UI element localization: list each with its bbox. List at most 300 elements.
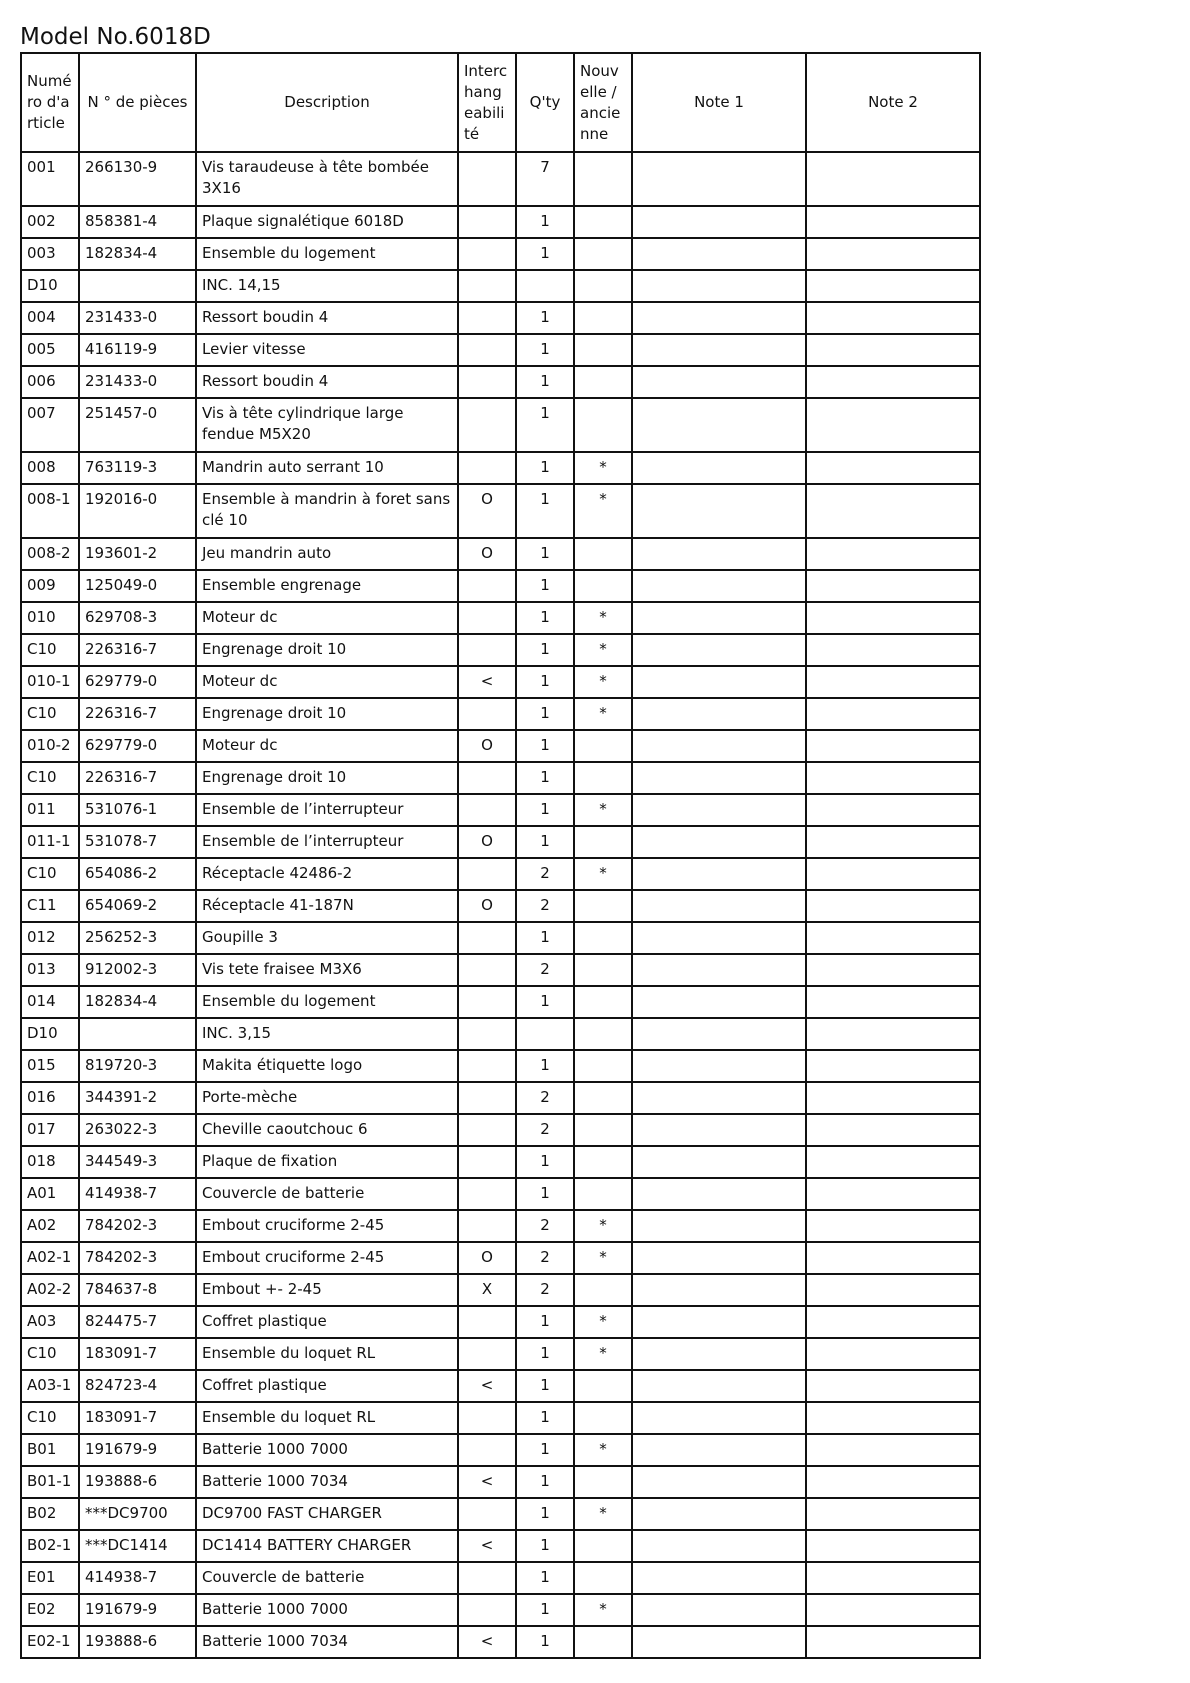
cell-note-2 [806, 1274, 980, 1306]
table-row [21, 270, 980, 302]
cell-interchangeability [458, 398, 516, 452]
cell-quantity [516, 1018, 574, 1050]
cell-note-2 [806, 1146, 980, 1178]
cell-new-old [574, 1082, 632, 1114]
cell-note-2 [806, 1434, 980, 1466]
table-row [21, 1082, 980, 1114]
cell-description: DC1414 BATTERY CHARGER [196, 1530, 458, 1562]
table-row [21, 570, 980, 602]
cell-part-number: 226316-7 [79, 634, 196, 666]
cell-part-number: 654086-2 [79, 858, 196, 890]
cell-part-number [79, 1018, 196, 1050]
table-row [21, 602, 980, 634]
table-row [21, 858, 980, 890]
cell-item-number: 010 [21, 602, 79, 634]
cell-note-2 [806, 890, 980, 922]
cell-new-old [574, 730, 632, 762]
cell-note-2 [806, 954, 980, 986]
cell-new-old [574, 570, 632, 602]
cell-note-1 [632, 270, 806, 302]
cell-interchangeability [458, 334, 516, 366]
cell-quantity: 1 [516, 1466, 574, 1498]
cell-description: Ensemble du logement [196, 238, 458, 270]
cell-note-2 [806, 1242, 980, 1274]
cell-note-1 [632, 538, 806, 570]
cell-description: Vis taraudeuse à tête bombée 3X16 [196, 152, 458, 206]
cell-note-1 [632, 1178, 806, 1210]
cell-note-2 [806, 602, 980, 634]
cell-note-1 [632, 1274, 806, 1306]
cell-new-old [574, 302, 632, 334]
cell-part-number: 226316-7 [79, 698, 196, 730]
cell-interchangeability [458, 366, 516, 398]
table-row [21, 954, 980, 986]
cell-item-number: B01 [21, 1434, 79, 1466]
cell-note-1 [632, 1242, 806, 1274]
cell-new-old: * [574, 1338, 632, 1370]
cell-part-number: 344391-2 [79, 1082, 196, 1114]
cell-quantity: 7 [516, 152, 574, 206]
table-row [21, 334, 980, 366]
cell-item-number: 011-1 [21, 826, 79, 858]
table-row [21, 986, 980, 1018]
cell-interchangeability [458, 1402, 516, 1434]
table-row [21, 1274, 980, 1306]
cell-description: Ensemble de l’interrupteur [196, 794, 458, 826]
cell-item-number: E02-1 [21, 1626, 79, 1658]
cell-item-number: 014 [21, 986, 79, 1018]
cell-new-old [574, 538, 632, 570]
cell-new-old [574, 152, 632, 206]
cell-part-number: 183091-7 [79, 1402, 196, 1434]
cell-note-2 [806, 634, 980, 666]
cell-part-number: 414938-7 [79, 1178, 196, 1210]
cell-note-1 [632, 794, 806, 826]
cell-new-old: * [574, 1498, 632, 1530]
cell-part-number: 531078-7 [79, 826, 196, 858]
cell-description: Embout cruciforme 2-45 [196, 1210, 458, 1242]
cell-interchangeability [458, 1146, 516, 1178]
cell-new-old [574, 366, 632, 398]
cell-note-1 [632, 366, 806, 398]
cell-part-number: 226316-7 [79, 762, 196, 794]
cell-note-2 [806, 1050, 980, 1082]
cell-quantity: 1 [516, 986, 574, 1018]
cell-part-number: 784637-8 [79, 1274, 196, 1306]
cell-item-number: C10 [21, 1402, 79, 1434]
cell-interchangeability: O [458, 484, 516, 538]
cell-interchangeability: < [458, 666, 516, 698]
cell-quantity: 1 [516, 366, 574, 398]
cell-interchangeability [458, 302, 516, 334]
cell-part-number: 182834-4 [79, 986, 196, 1018]
cell-note-2 [806, 152, 980, 206]
cell-description: Levier vitesse [196, 334, 458, 366]
cell-new-old: * [574, 794, 632, 826]
cell-item-number: 008-1 [21, 484, 79, 538]
cell-quantity: 2 [516, 1082, 574, 1114]
cell-new-old [574, 922, 632, 954]
table-row [21, 398, 980, 452]
cell-item-number: A03 [21, 1306, 79, 1338]
cell-quantity: 1 [516, 1402, 574, 1434]
cell-part-number: 629708-3 [79, 602, 196, 634]
cell-interchangeability [458, 986, 516, 1018]
header-note-2: Note 2 [806, 53, 980, 152]
cell-note-1 [632, 1210, 806, 1242]
cell-new-old: * [574, 698, 632, 730]
cell-quantity: 1 [516, 1178, 574, 1210]
cell-description: INC. 3,15 [196, 1018, 458, 1050]
cell-part-number: 191679-9 [79, 1434, 196, 1466]
cell-quantity: 2 [516, 858, 574, 890]
cell-part-number: 629779-0 [79, 666, 196, 698]
cell-new-old [574, 890, 632, 922]
cell-note-1 [632, 1626, 806, 1658]
cell-item-number: E01 [21, 1562, 79, 1594]
cell-item-number: 004 [21, 302, 79, 334]
cell-quantity: 2 [516, 954, 574, 986]
cell-description: Moteur dc [196, 666, 458, 698]
cell-note-1 [632, 1082, 806, 1114]
cell-part-number: 414938-7 [79, 1562, 196, 1594]
cell-item-number: 015 [21, 1050, 79, 1082]
cell-note-1 [632, 602, 806, 634]
cell-quantity: 1 [516, 1146, 574, 1178]
cell-description: Jeu mandrin auto [196, 538, 458, 570]
cell-note-1 [632, 206, 806, 238]
cell-new-old [574, 1562, 632, 1594]
cell-note-2 [806, 270, 980, 302]
cell-part-number: 183091-7 [79, 1338, 196, 1370]
cell-description: DC9700 FAST CHARGER [196, 1498, 458, 1530]
cell-interchangeability [458, 238, 516, 270]
cell-description: Porte-mèche [196, 1082, 458, 1114]
cell-new-old [574, 1370, 632, 1402]
cell-description: Ensemble du loquet RL [196, 1402, 458, 1434]
cell-description: Ressort boudin 4 [196, 366, 458, 398]
cell-interchangeability [458, 954, 516, 986]
cell-quantity: 1 [516, 1626, 574, 1658]
cell-part-number: 416119-9 [79, 334, 196, 366]
cell-note-1 [632, 858, 806, 890]
cell-note-2 [806, 1338, 980, 1370]
cell-quantity: 2 [516, 1274, 574, 1306]
cell-note-2 [806, 762, 980, 794]
cell-interchangeability [458, 762, 516, 794]
cell-interchangeability [458, 152, 516, 206]
cell-quantity: 1 [516, 1562, 574, 1594]
cell-item-number: 017 [21, 1114, 79, 1146]
header-quantity: Q'ty [516, 53, 574, 152]
cell-item-number: 018 [21, 1146, 79, 1178]
cell-item-number: C10 [21, 858, 79, 890]
cell-note-1 [632, 152, 806, 206]
cell-interchangeability: O [458, 1242, 516, 1274]
cell-quantity: 2 [516, 1210, 574, 1242]
header-interchangeability: Interchangeabilité [458, 53, 516, 152]
cell-note-1 [632, 1114, 806, 1146]
cell-item-number: 008 [21, 452, 79, 484]
cell-description: Mandrin auto serrant 10 [196, 452, 458, 484]
cell-item-number: 001 [21, 152, 79, 206]
cell-item-number: 016 [21, 1082, 79, 1114]
cell-item-number: E02 [21, 1594, 79, 1626]
cell-description: Ensemble du loquet RL [196, 1338, 458, 1370]
cell-note-1 [632, 1018, 806, 1050]
cell-note-2 [806, 698, 980, 730]
cell-note-2 [806, 1466, 980, 1498]
cell-description: Batterie 1000 7034 [196, 1466, 458, 1498]
cell-description: Embout cruciforme 2-45 [196, 1242, 458, 1274]
cell-interchangeability [458, 1594, 516, 1626]
cell-new-old [574, 1530, 632, 1562]
cell-item-number: A03-1 [21, 1370, 79, 1402]
cell-new-old [574, 1178, 632, 1210]
cell-interchangeability [458, 452, 516, 484]
table-row [21, 1338, 980, 1370]
table-row [21, 1626, 980, 1658]
cell-note-1 [632, 890, 806, 922]
cell-note-2 [806, 1626, 980, 1658]
cell-part-number: 191679-9 [79, 1594, 196, 1626]
table-row [21, 1242, 980, 1274]
cell-interchangeability [458, 794, 516, 826]
cell-new-old: * [574, 1434, 632, 1466]
cell-description: Batterie 1000 7034 [196, 1626, 458, 1658]
cell-note-1 [632, 762, 806, 794]
page-title: Model No.6018D [20, 24, 211, 50]
cell-description: Moteur dc [196, 730, 458, 762]
cell-interchangeability [458, 698, 516, 730]
cell-item-number: B02-1 [21, 1530, 79, 1562]
cell-note-1 [632, 986, 806, 1018]
cell-new-old [574, 1626, 632, 1658]
cell-note-2 [806, 666, 980, 698]
table-row [21, 762, 980, 794]
cell-note-1 [632, 1594, 806, 1626]
cell-note-2 [806, 1370, 980, 1402]
cell-description: Couvercle de batterie [196, 1178, 458, 1210]
cell-note-2 [806, 484, 980, 538]
cell-item-number: 013 [21, 954, 79, 986]
cell-description: Coffret plastique [196, 1306, 458, 1338]
table-row [21, 1114, 980, 1146]
cell-part-number: 266130-9 [79, 152, 196, 206]
cell-part-number: 344549-3 [79, 1146, 196, 1178]
cell-quantity: 1 [516, 484, 574, 538]
cell-note-2 [806, 858, 980, 890]
cell-part-number: 784202-3 [79, 1210, 196, 1242]
table-row [21, 484, 980, 538]
cell-note-2 [806, 826, 980, 858]
cell-note-2 [806, 398, 980, 452]
cell-part-number: 251457-0 [79, 398, 196, 452]
cell-description: Ensemble du logement [196, 986, 458, 1018]
cell-part-number: 193888-6 [79, 1466, 196, 1498]
cell-part-number: 912002-3 [79, 954, 196, 986]
cell-note-2 [806, 1210, 980, 1242]
cell-description: Engrenage droit 10 [196, 634, 458, 666]
cell-interchangeability [458, 1306, 516, 1338]
cell-new-old: * [574, 484, 632, 538]
cell-part-number: 629779-0 [79, 730, 196, 762]
cell-part-number: 125049-0 [79, 570, 196, 602]
cell-interchangeability [458, 1114, 516, 1146]
cell-interchangeability [458, 602, 516, 634]
cell-item-number: D10 [21, 270, 79, 302]
cell-new-old [574, 238, 632, 270]
cell-new-old [574, 1114, 632, 1146]
cell-quantity: 2 [516, 1242, 574, 1274]
cell-part-number: 819720-3 [79, 1050, 196, 1082]
cell-note-1 [632, 1402, 806, 1434]
table-row [21, 794, 980, 826]
cell-description: INC. 14,15 [196, 270, 458, 302]
cell-quantity: 1 [516, 1434, 574, 1466]
cell-quantity: 1 [516, 1338, 574, 1370]
cell-interchangeability [458, 1434, 516, 1466]
header-note-1: Note 1 [632, 53, 806, 152]
cell-description: Couvercle de batterie [196, 1562, 458, 1594]
cell-interchangeability: < [458, 1466, 516, 1498]
cell-new-old [574, 206, 632, 238]
cell-part-number: 531076-1 [79, 794, 196, 826]
cell-interchangeability [458, 1082, 516, 1114]
cell-note-1 [632, 1338, 806, 1370]
cell-note-2 [806, 452, 980, 484]
cell-description: Ensemble à mandrin à foret sans clé 10 [196, 484, 458, 538]
cell-interchangeability [458, 1050, 516, 1082]
cell-quantity: 1 [516, 1306, 574, 1338]
cell-note-2 [806, 302, 980, 334]
cell-item-number: B02 [21, 1498, 79, 1530]
table-row [21, 1146, 980, 1178]
cell-quantity: 1 [516, 1498, 574, 1530]
cell-item-number: 002 [21, 206, 79, 238]
cell-quantity: 2 [516, 890, 574, 922]
cell-note-2 [806, 922, 980, 954]
cell-note-2 [806, 1082, 980, 1114]
table-row [21, 1306, 980, 1338]
cell-new-old: * [574, 452, 632, 484]
cell-quantity [516, 270, 574, 302]
cell-note-1 [632, 1306, 806, 1338]
cell-note-1 [632, 730, 806, 762]
cell-description: Vis tete fraisee M3X6 [196, 954, 458, 986]
cell-description: Réceptacle 42486-2 [196, 858, 458, 890]
cell-description: Plaque signalétique 6018D [196, 206, 458, 238]
cell-part-number: ***DC9700 [79, 1498, 196, 1530]
cell-interchangeability [458, 206, 516, 238]
cell-note-2 [806, 1306, 980, 1338]
cell-part-number: 192016-0 [79, 484, 196, 538]
cell-quantity: 1 [516, 570, 574, 602]
table-row [21, 1594, 980, 1626]
cell-interchangeability: < [458, 1370, 516, 1402]
cell-description: Batterie 1000 7000 [196, 1594, 458, 1626]
cell-new-old [574, 398, 632, 452]
cell-note-2 [806, 1402, 980, 1434]
cell-quantity: 1 [516, 698, 574, 730]
cell-item-number: C10 [21, 762, 79, 794]
cell-quantity: 2 [516, 1114, 574, 1146]
table-row [21, 1498, 980, 1530]
cell-note-2 [806, 794, 980, 826]
cell-note-1 [632, 922, 806, 954]
cell-new-old: * [574, 1306, 632, 1338]
cell-part-number [79, 270, 196, 302]
cell-note-2 [806, 1594, 980, 1626]
cell-quantity: 1 [516, 206, 574, 238]
cell-item-number: 008-2 [21, 538, 79, 570]
table-row [21, 698, 980, 730]
cell-note-2 [806, 538, 980, 570]
cell-quantity: 1 [516, 762, 574, 794]
cell-note-1 [632, 1146, 806, 1178]
cell-quantity: 1 [516, 826, 574, 858]
cell-note-2 [806, 570, 980, 602]
cell-item-number: 009 [21, 570, 79, 602]
cell-note-1 [632, 238, 806, 270]
cell-interchangeability: O [458, 730, 516, 762]
cell-interchangeability [458, 922, 516, 954]
cell-interchangeability [458, 1498, 516, 1530]
cell-interchangeability: < [458, 1626, 516, 1658]
cell-new-old [574, 762, 632, 794]
cell-description: Engrenage droit 10 [196, 762, 458, 794]
cell-note-2 [806, 238, 980, 270]
cell-interchangeability [458, 270, 516, 302]
cell-note-2 [806, 1530, 980, 1562]
cell-note-2 [806, 1498, 980, 1530]
header-item-number: Numéro d'article [21, 53, 79, 152]
cell-description: Ressort boudin 4 [196, 302, 458, 334]
table-row [21, 1402, 980, 1434]
cell-note-1 [632, 666, 806, 698]
table-row [21, 452, 980, 484]
table-row [21, 826, 980, 858]
table-body [21, 152, 980, 1658]
header-new-old: Nouvelle / ancienne [574, 53, 632, 152]
table-row [21, 366, 980, 398]
cell-note-2 [806, 1178, 980, 1210]
cell-description: Réceptacle 41-187N [196, 890, 458, 922]
cell-quantity: 1 [516, 1530, 574, 1562]
cell-note-2 [806, 366, 980, 398]
cell-new-old: * [574, 666, 632, 698]
cell-description: Plaque de fixation [196, 1146, 458, 1178]
cell-note-1 [632, 302, 806, 334]
cell-note-1 [632, 1050, 806, 1082]
cell-note-2 [806, 334, 980, 366]
cell-part-number: 763119-3 [79, 452, 196, 484]
cell-item-number: A02-1 [21, 1242, 79, 1274]
cell-interchangeability [458, 858, 516, 890]
cell-quantity: 1 [516, 538, 574, 570]
cell-item-number: 010-1 [21, 666, 79, 698]
cell-new-old: * [574, 602, 632, 634]
cell-note-1 [632, 452, 806, 484]
cell-note-1 [632, 826, 806, 858]
parts-table [20, 52, 981, 1659]
cell-note-1 [632, 1530, 806, 1562]
cell-quantity: 1 [516, 922, 574, 954]
table-row [21, 206, 980, 238]
cell-new-old [574, 954, 632, 986]
cell-new-old [574, 1466, 632, 1498]
cell-interchangeability [458, 1210, 516, 1242]
